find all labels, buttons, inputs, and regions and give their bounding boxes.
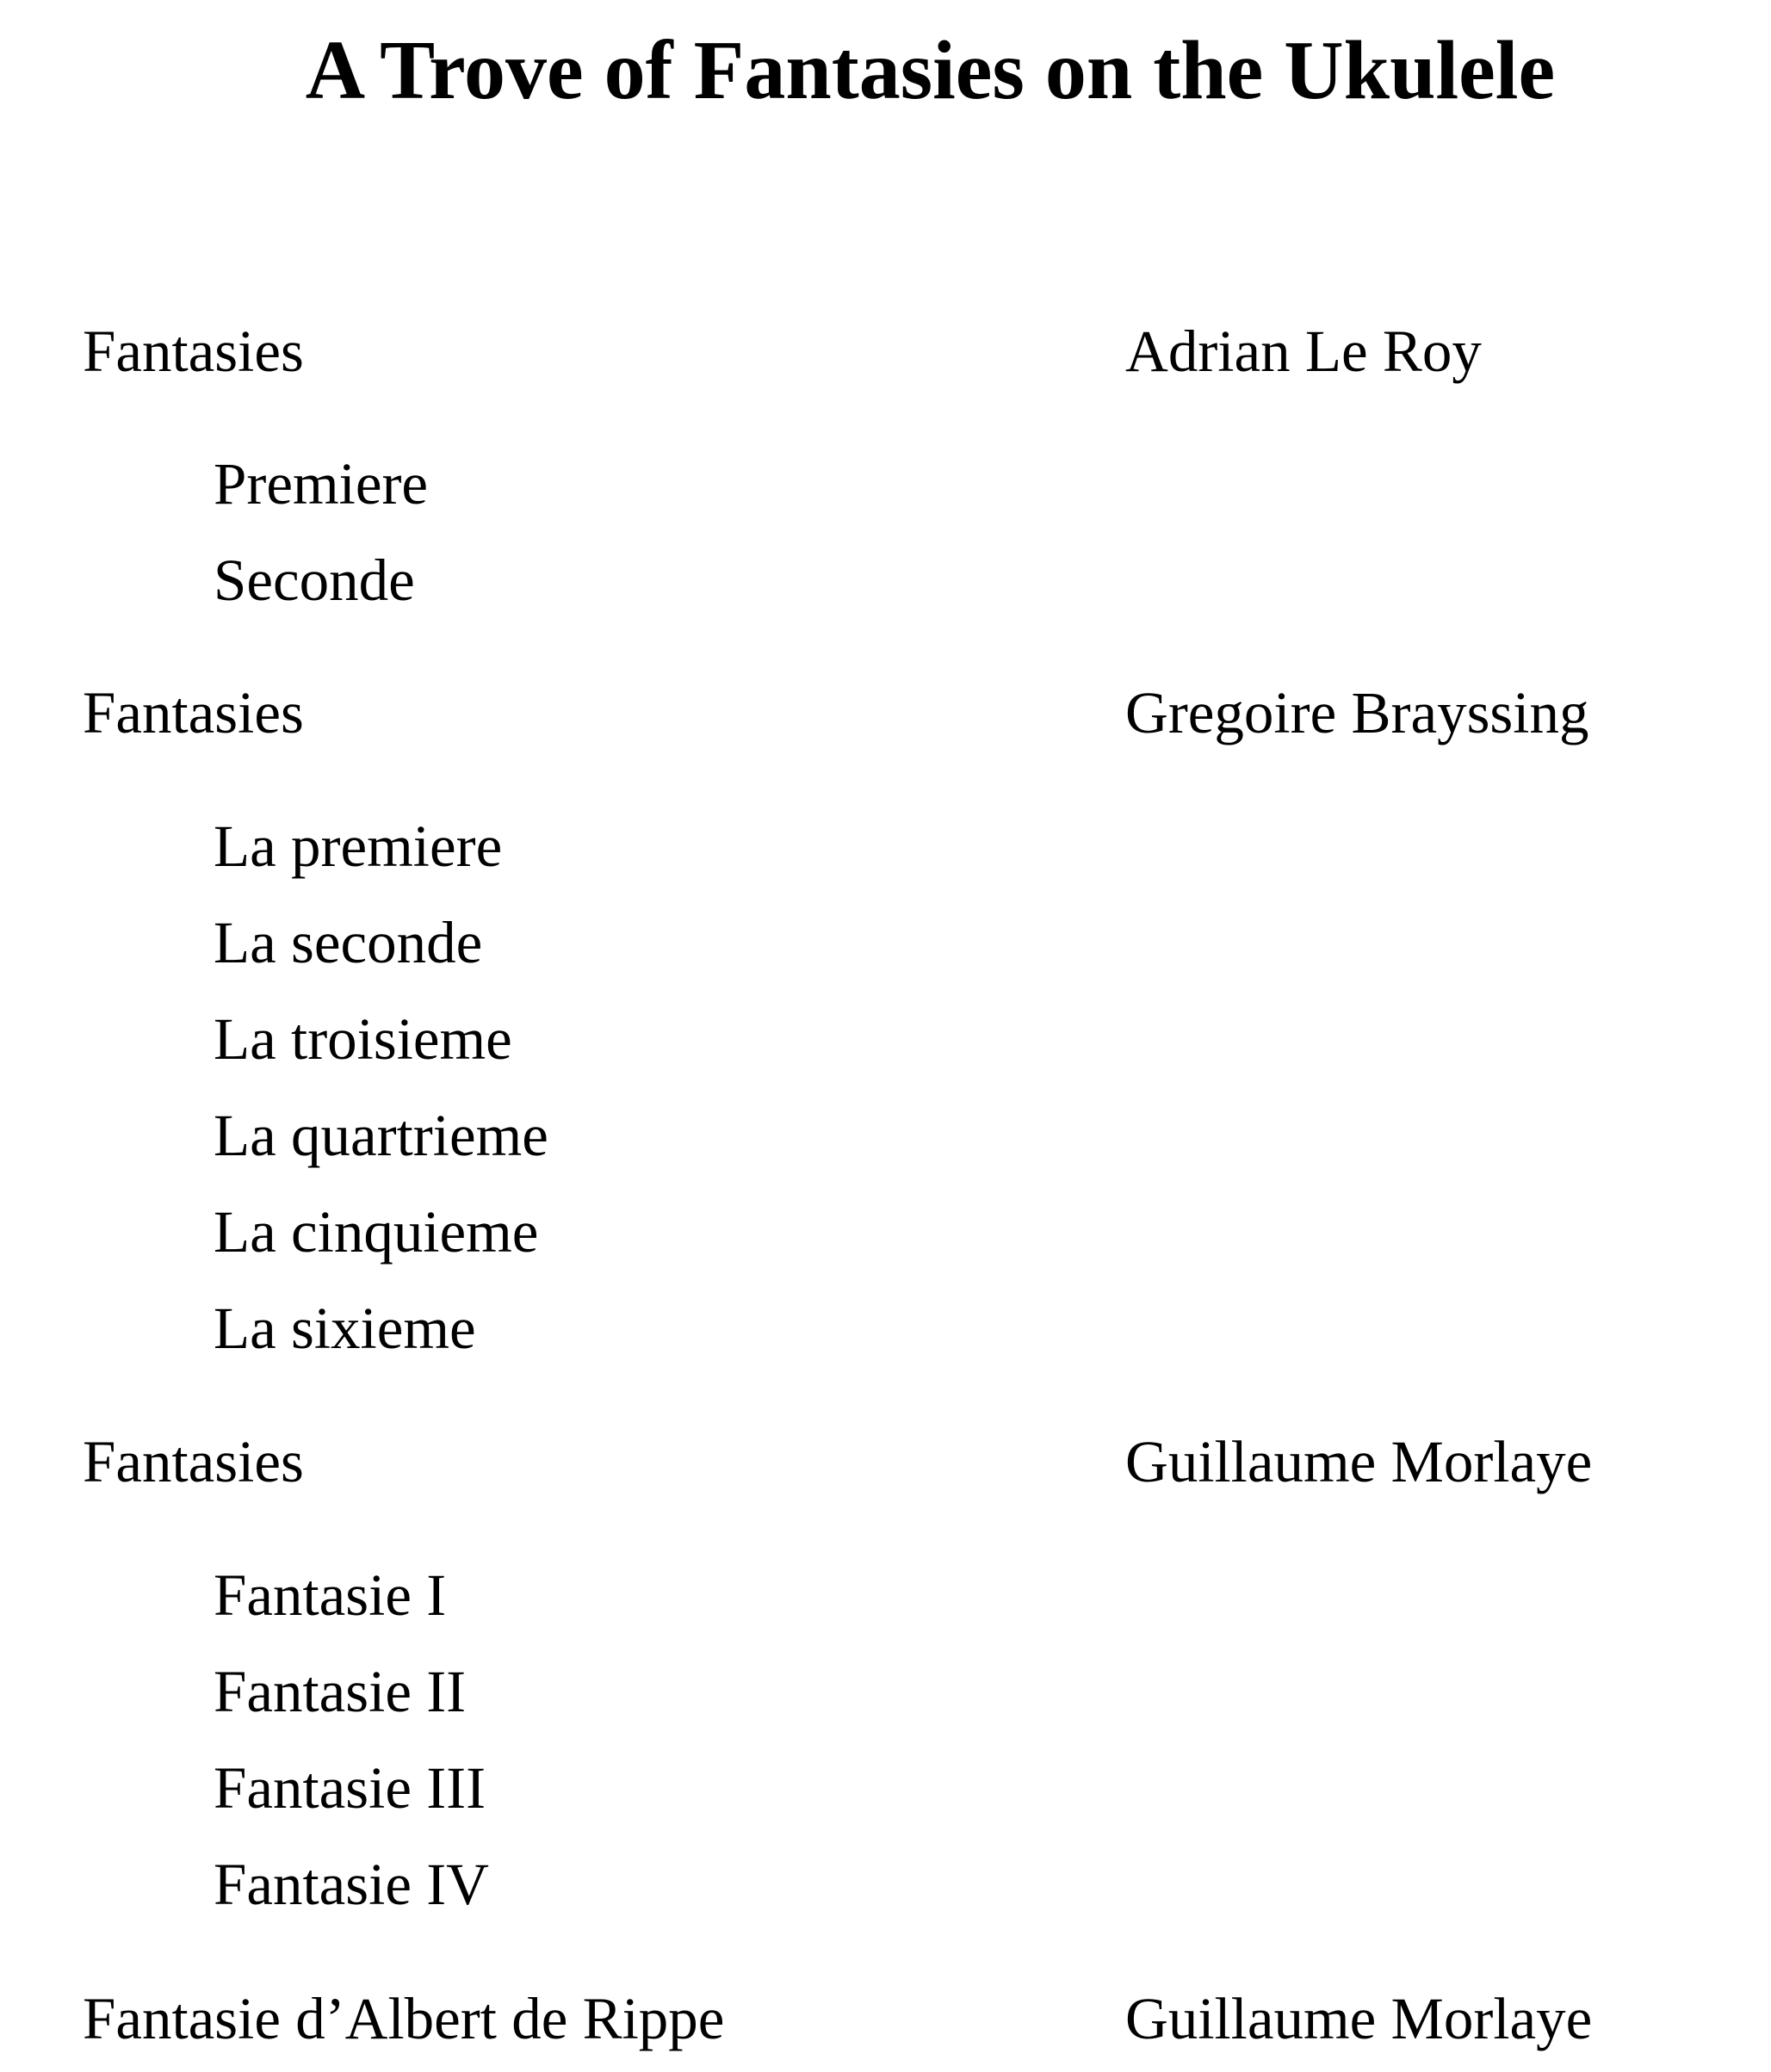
- piece-item: Premiere: [214, 451, 429, 516]
- piece-item: Fantasie IV: [214, 1852, 490, 1917]
- section-heading: Fantasies: [83, 319, 304, 384]
- section-heading: Fantasie d’Albert de Rippe: [83, 1986, 725, 2051]
- page-title: [0, 19, 1771, 122]
- piece-item: Fantasie III: [214, 1755, 486, 1821]
- piece-item: La sixieme: [214, 1296, 476, 1361]
- piece-item: La seconde: [214, 910, 483, 975]
- piece-item: Fantasie II: [214, 1659, 467, 1724]
- section-heading: Fantasies: [83, 680, 304, 745]
- section-composer: Gregoire Brayssing: [1125, 680, 1589, 745]
- section-composer: Guillaume Morlaye: [1125, 1986, 1593, 2051]
- section-heading: Fantasies: [83, 1429, 304, 1494]
- section-composer: Guillaume Morlaye: [1125, 1429, 1593, 1494]
- piece-item: La premiere: [214, 813, 503, 879]
- piece-item: La cinquieme: [214, 1199, 539, 1265]
- piece-item: Fantasie I: [214, 1562, 447, 1628]
- piece-item: La quartrieme: [214, 1103, 548, 1168]
- piece-item: Seconde: [214, 547, 415, 613]
- page-title-text: A Trove of Fantasies on the Ukulele: [305, 24, 1555, 117]
- piece-item: La troisieme: [214, 1006, 512, 1072]
- section-composer: Adrian Le Roy: [1125, 319, 1482, 384]
